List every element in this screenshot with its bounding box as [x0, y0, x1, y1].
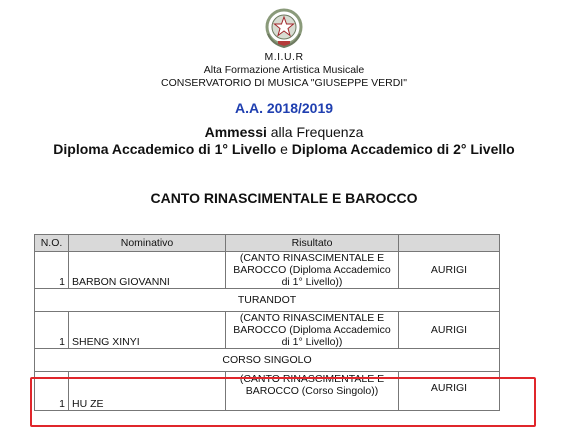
table-row [35, 372, 500, 411]
conservatorio-label: CONSERVATORIO DI MUSICA "GIUSEPPE VERDI" [161, 77, 407, 89]
diploma-2: Diploma Accademico di 2° Livello [291, 141, 515, 157]
category-label: CORSO SINGOLO [35, 349, 500, 372]
cell-no: 1 [35, 312, 69, 349]
col-header-blank [399, 235, 500, 252]
table-row [35, 312, 500, 349]
cell-name: SHENG XINYI [69, 312, 226, 349]
cell-note: AURIGI [399, 252, 500, 289]
col-header-no: N.O. [35, 235, 69, 252]
ammessi-line [0, 125, 568, 139]
diploma-line [0, 142, 568, 156]
col-header-risultato: Risultato [226, 235, 399, 252]
table-header-row [35, 235, 500, 252]
table-row [35, 252, 500, 289]
afam-label: Alta Formazione Artistica Musicale [203, 64, 365, 76]
cell-result: (CANTO RINASCIMENTALE E BAROCCO (Corso Singolo)) [226, 372, 399, 411]
diploma-e: e [276, 141, 292, 157]
category-row [35, 289, 500, 312]
cell-result: (CANTO RINASCIMENTALE E BAROCCO (Diploma Accademico di 1° Livello)) [226, 312, 399, 349]
cell-result: (CANTO RINASCIMENTALE E BAROCCO (Diploma Accademico di 1° Livello)) [226, 252, 399, 289]
cell-name: HU ZE [69, 372, 226, 411]
cell-name: BARBON GIOVANNI [69, 252, 226, 289]
section-title: CANTO RINASCIMENTALE E BAROCCO [150, 190, 418, 206]
cell-note: AURIGI [399, 372, 500, 411]
italian-republic-emblem-icon [262, 6, 306, 50]
category-row [35, 349, 500, 372]
ammessi-rest: alla Frequenza [266, 124, 364, 140]
category-label: TURANDOT [35, 289, 500, 312]
academic-year: A.A. 2018/2019 [234, 100, 334, 116]
cell-no: 1 [35, 372, 69, 411]
results-table [34, 234, 500, 411]
col-header-nominativo: Nominativo [69, 235, 226, 252]
diploma-1: Diploma Accademico di 1° Livello [53, 141, 277, 157]
miur-label: M.I.U.R [264, 51, 304, 63]
cell-no: 1 [35, 252, 69, 289]
ammessi-bold: Ammessi [204, 124, 267, 140]
cell-note: AURIGI [399, 312, 500, 349]
